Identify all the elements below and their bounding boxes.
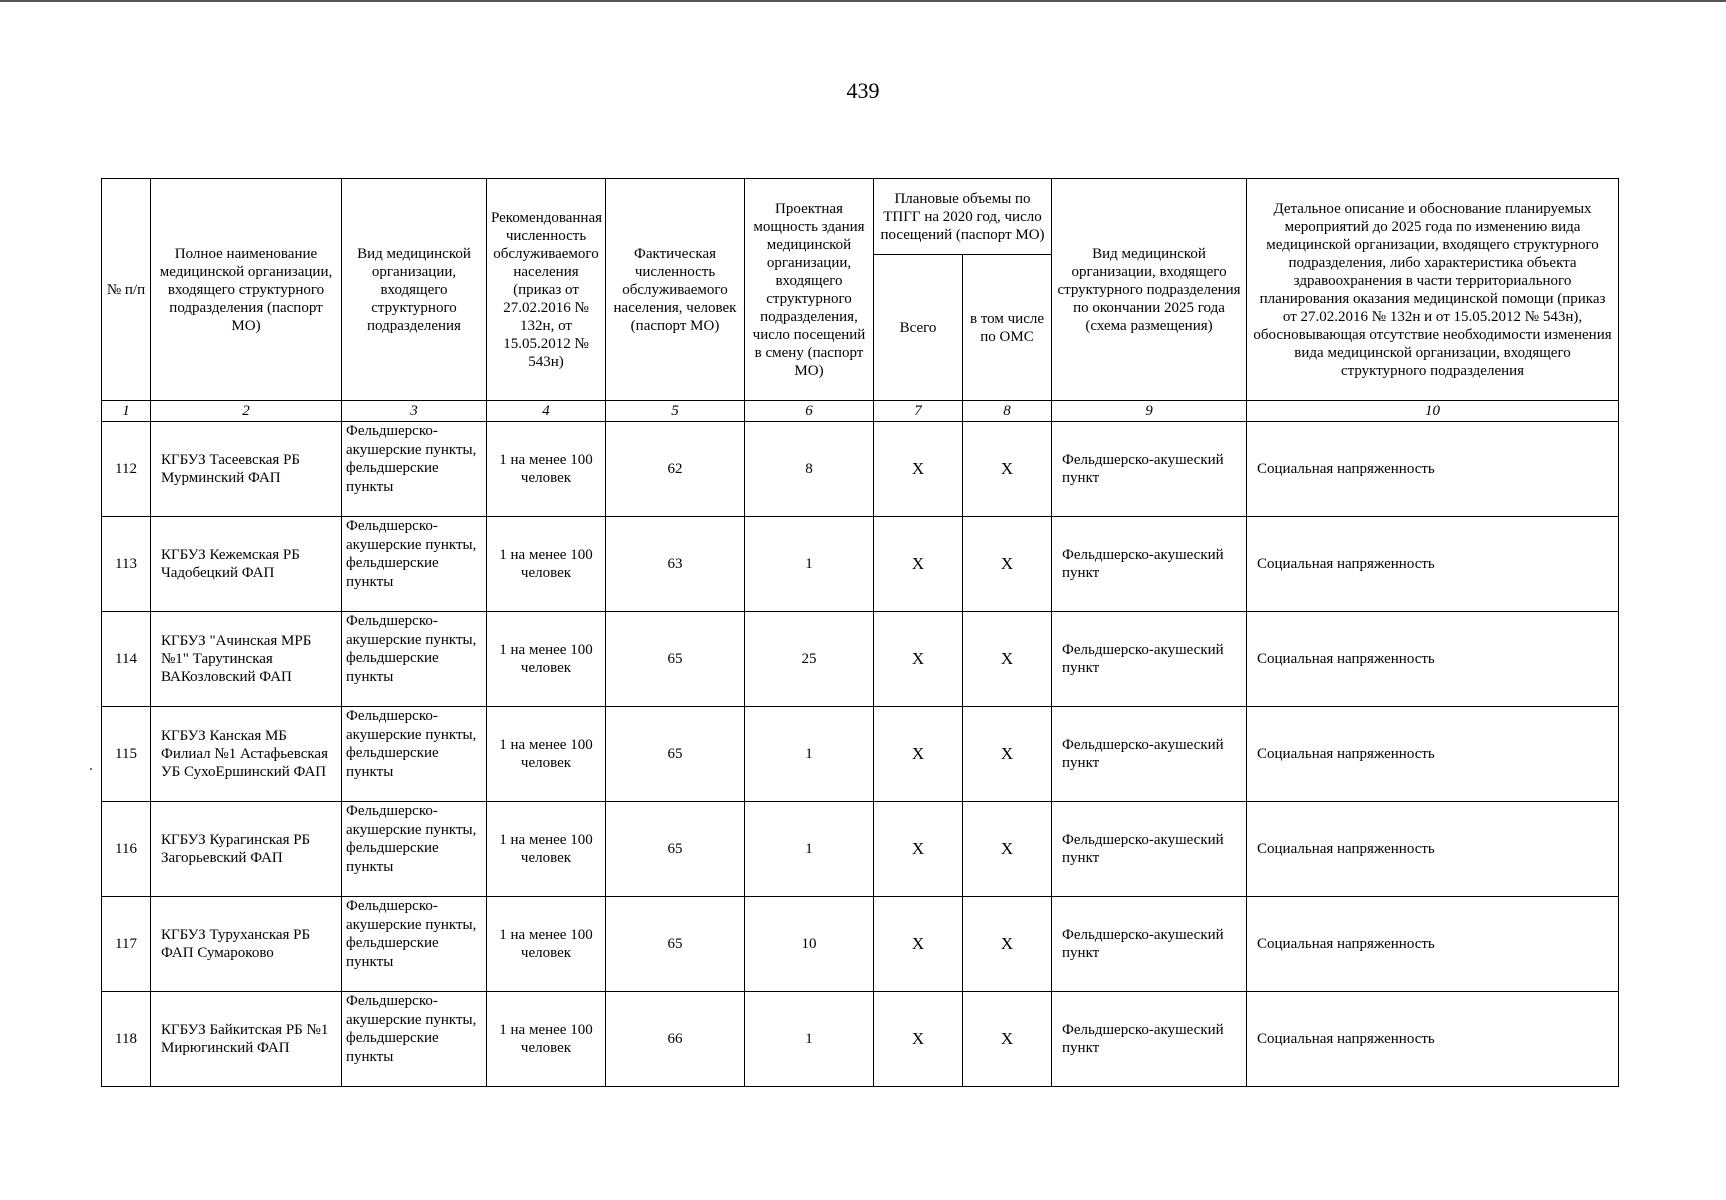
recommended-population: 1 на менее 100 человек [487, 992, 606, 1087]
planned-oms: Х [963, 802, 1052, 897]
org-type: Фельдшерско-акушерские пункты, фельдшерские пункты [342, 517, 487, 612]
row-number: 112 [102, 422, 151, 517]
column-number: 8 [963, 401, 1052, 422]
org-type: Фельдшерско-акушерские пункты, фельдшерские пункты [342, 992, 487, 1087]
header-number: № п/п [102, 179, 151, 401]
facilities-table [101, 178, 1619, 1087]
org-type: Фельдшерско-акушерские пункты, фельдшерские пункты [342, 612, 487, 707]
row-number: 113 [102, 517, 151, 612]
planned-oms: Х [963, 707, 1052, 802]
recommended-population: 1 на менее 100 человек [487, 612, 606, 707]
column-number: 1 [102, 401, 151, 422]
recommended-population: 1 на менее 100 человек [487, 802, 606, 897]
planned-total: Х [874, 612, 963, 707]
planned-oms: Х [963, 612, 1052, 707]
description: Социальная напряженность [1247, 422, 1619, 517]
row-number: 116 [102, 802, 151, 897]
planned-total: Х [874, 422, 963, 517]
row-number: 114 [102, 612, 151, 707]
recommended-population: 1 на менее 100 человек [487, 517, 606, 612]
actual-population: 65 [606, 707, 745, 802]
planned-oms: Х [963, 517, 1052, 612]
capacity: 25 [745, 612, 874, 707]
row-number: 118 [102, 992, 151, 1087]
column-number: 10 [1247, 401, 1619, 422]
header-planned-volumes: Плановые объемы по ТПГГ на 2020 год, число посещений (паспорт МО) [874, 179, 1052, 255]
page-number: 439 [846, 78, 880, 103]
recommended-population: 1 на менее 100 человек [487, 897, 606, 992]
description: Социальная напряженность [1247, 517, 1619, 612]
header-org-type: Вид медицинской организации, входящего структурного подразделения [342, 179, 487, 401]
future-type: Фельдшерско-акушеский пункт [1052, 612, 1247, 707]
header-oms: в том числе по ОМС [963, 255, 1052, 401]
actual-population: 62 [606, 422, 745, 517]
actual-population: 65 [606, 612, 745, 707]
recommended-population: 1 на менее 100 человек [487, 422, 606, 517]
page-top-border [0, 0, 1726, 2]
future-type: Фельдшерско-акушеский пункт [1052, 422, 1247, 517]
actual-population: 65 [606, 802, 745, 897]
actual-population: 63 [606, 517, 745, 612]
planned-total: Х [874, 897, 963, 992]
future-type: Фельдшерско-акушеский пункт [1052, 897, 1247, 992]
planned-total: Х [874, 802, 963, 897]
future-type: Фельдшерско-акушеский пункт [1052, 802, 1247, 897]
capacity: 1 [745, 992, 874, 1087]
header-total: Всего [874, 255, 963, 401]
org-name: КГБУЗ "Ачинская МРБ №1" Тарутинская ВАКозловский ФАП [151, 612, 342, 707]
capacity: 10 [745, 897, 874, 992]
org-name: КГБУЗ Тасеевская РБ Мурминский ФАП [151, 422, 342, 517]
description: Социальная напряженность [1247, 802, 1619, 897]
description: Социальная напряженность [1247, 992, 1619, 1087]
capacity: 1 [745, 517, 874, 612]
org-name: КГБУЗ Кежемская РБ Чадобецкий ФАП [151, 517, 342, 612]
planned-oms: Х [963, 897, 1052, 992]
description: Социальная напряженность [1247, 897, 1619, 992]
planned-total: Х [874, 992, 963, 1087]
column-number: 6 [745, 401, 874, 422]
org-type: Фельдшерско-акушерские пункты, фельдшерские пункты [342, 707, 487, 802]
planned-total: Х [874, 707, 963, 802]
actual-population: 65 [606, 897, 745, 992]
column-number: 7 [874, 401, 963, 422]
description: Социальная напряженность [1247, 612, 1619, 707]
header-actual-population: Фактическая численность обслуживаемого населения, человек (паспорт МО) [606, 179, 745, 401]
org-name: КГБУЗ Курагинская РБ Загорьевский ФАП [151, 802, 342, 897]
org-type: Фельдшерско-акушерские пункты, фельдшерские пункты [342, 897, 487, 992]
column-number: 2 [151, 401, 342, 422]
org-name: КГБУЗ Канская МБ Филиал №1 Астафьевская УБ СухоЕршинский ФАП [151, 707, 342, 802]
planned-oms: Х [963, 992, 1052, 1087]
column-number: 5 [606, 401, 745, 422]
capacity: 1 [745, 707, 874, 802]
row-number: 115 [102, 707, 151, 802]
org-name: КГБУЗ Туруханская РБ ФАП Сумароково [151, 897, 342, 992]
header-recommended-population: Рекомендованная численность обслуживаемого населения (приказ от 27.02.2016 № 132н, от 15.05.2012 № 543н) [487, 179, 606, 401]
row-number: 117 [102, 897, 151, 992]
column-number: 3 [342, 401, 487, 422]
scan-speck [90, 768, 92, 770]
table-row [102, 802, 1619, 897]
org-name: КГБУЗ Байкитская РБ №1 Мирюгинский ФАП [151, 992, 342, 1087]
planned-total: Х [874, 517, 963, 612]
table-row [102, 422, 1619, 517]
header-capacity: Проектная мощность здания медицинской организации, входящего структурного подразделения, число посещений в смену (паспорт МО) [745, 179, 874, 401]
header-future-type: Вид медицинской организации, входящего структурного подразделения по окончании 2025 года (схема размещения) [1052, 179, 1247, 401]
future-type: Фельдшерско-акушеский пункт [1052, 992, 1247, 1087]
capacity: 8 [745, 422, 874, 517]
table-row [102, 517, 1619, 612]
recommended-population: 1 на менее 100 человек [487, 707, 606, 802]
planned-oms: Х [963, 422, 1052, 517]
capacity: 1 [745, 802, 874, 897]
column-number: 9 [1052, 401, 1247, 422]
actual-population: 66 [606, 992, 745, 1087]
table-row [102, 992, 1619, 1087]
future-type: Фельдшерско-акушеский пункт [1052, 517, 1247, 612]
header-description: Детальное описание и обоснование планируемых мероприятий до 2025 года по изменению вида медицинской организации, входящего структурного подразделения, либо характеристика объекта здравоохранения в части территориального планирования оказания медицинской помощи (приказ от 27.02.2016 № 132н и от 15.05.2012 № 543н), обосновывающая отсутствие необходимости изменения вида медицинской организации, входящего структурного подразделения [1247, 179, 1619, 401]
header-org-name: Полное наименование медицинской организации, входящего структурного подразделения (паспорт МО) [151, 179, 342, 401]
org-type: Фельдшерско-акушерские пункты, фельдшерские пункты [342, 802, 487, 897]
table-row [102, 897, 1619, 992]
table-row [102, 612, 1619, 707]
column-number: 4 [487, 401, 606, 422]
description: Социальная напряженность [1247, 707, 1619, 802]
future-type: Фельдшерско-акушеский пункт [1052, 707, 1247, 802]
org-type: Фельдшерско-акушерские пункты, фельдшерские пункты [342, 422, 487, 517]
table-row [102, 707, 1619, 802]
